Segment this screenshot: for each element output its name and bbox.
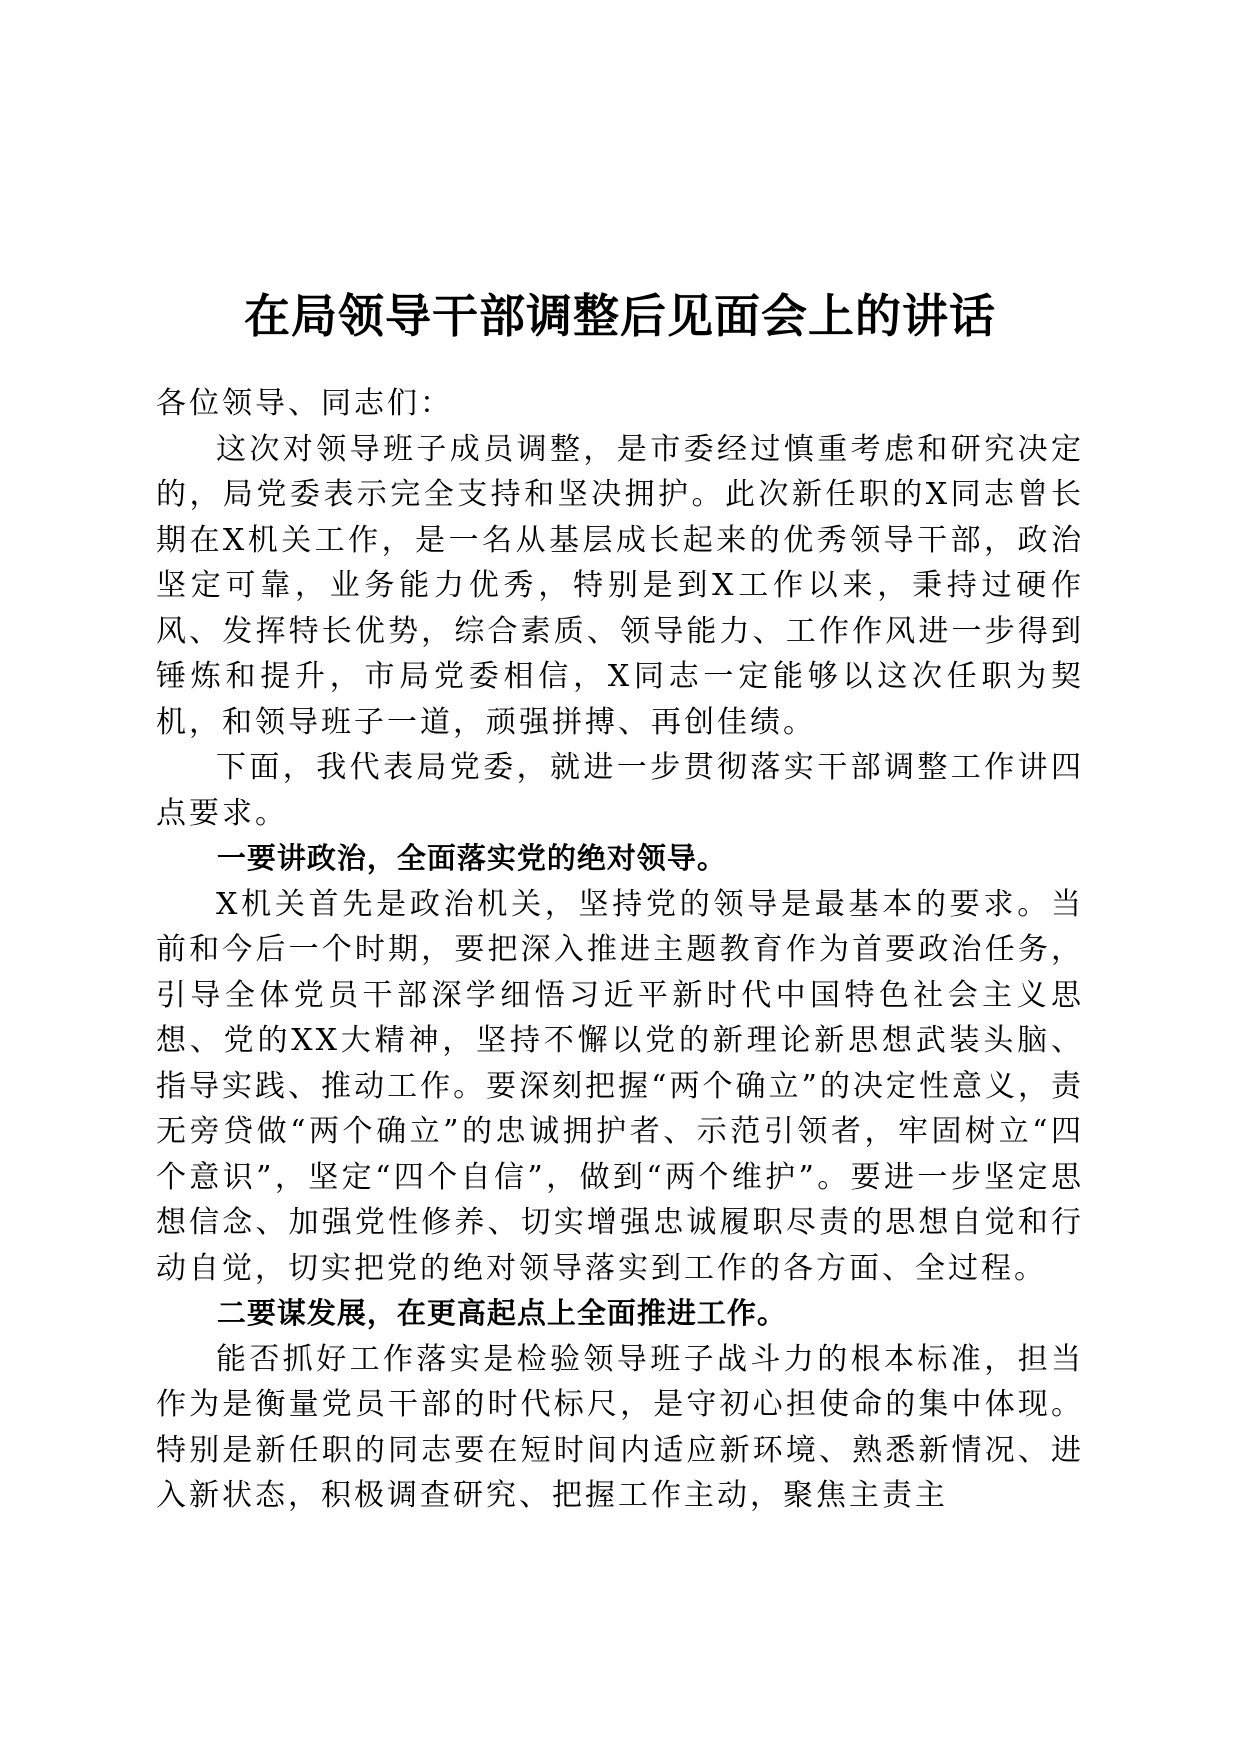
paragraph-politics: X机关首先是政治机关，坚持党的领导是最基本的要求。当前和今后一个时期，要把深入推进主题教育作为首要政治任务，引导全体党员干部深学细悟习近平新时代中国特色社会主义思想、党的XX大精神，坚持不懈以党的新理论新思想武装头脑、指导实践、推动工作。要深刻把握“两个确立”的决定性意义，责无旁贷做“两个确立”的忠诚拥护者、示范引领者，牢固树立“四个意识”，坚定“四个自信”，做到“两个维护”。要进一步坚定思想信念、加强党性修养、切实增强忠诚履职尽责的思想自觉和行动自觉，切实把党的绝对领导落实到工作的各方面、全过程。: [156, 886, 1084, 1286]
document-body: [156, 381, 1084, 1519]
paragraph-intro: 这次对领导班子成员调整，是市委经过慎重考虑和研究决定的，局党委表示完全支持和坚决拥护。此次新任职的X同志曾长期在X机关工作，是一名从基层成长起来的优秀领导干部，政治坚定可靠，业务能力优秀，特别是到X工作以来，秉持过硬作风、发挥特长优势，综合素质、领导能力、工作作风进一步得到锤炼和提升，市局党委相信，X同志一定能够以这次任职为契机，和领导班子一道，顽强拼搏、再创佳绩。: [156, 431, 1084, 740]
section-heading-1: 一要讲政治，全面落实党的绝对领导。: [216, 841, 727, 875]
paragraph-requirements: 下面，我代表局党委，就进一步贯彻落实干部调整工作讲四点要求。: [156, 750, 1084, 831]
document-title: 在局领导干部调整后见面会上的讲话: [244, 288, 996, 343]
paragraph-development: 能否抓好工作落实是检验领导班子战斗力的根本标准，担当作为是衡量党员干部的时代标尺，是守初心担使命的集中体现。特别是新任职的同志要在短时间内适应新环境、熟悉新情况、进入新状态，积极调查研究、把握工作主动，聚焦主责主: [156, 1341, 1084, 1513]
salutation: 各位领导、同志们：: [156, 386, 453, 421]
section-heading-2: 二要谋发展，在更高起点上全面推进工作。: [216, 1296, 787, 1330]
